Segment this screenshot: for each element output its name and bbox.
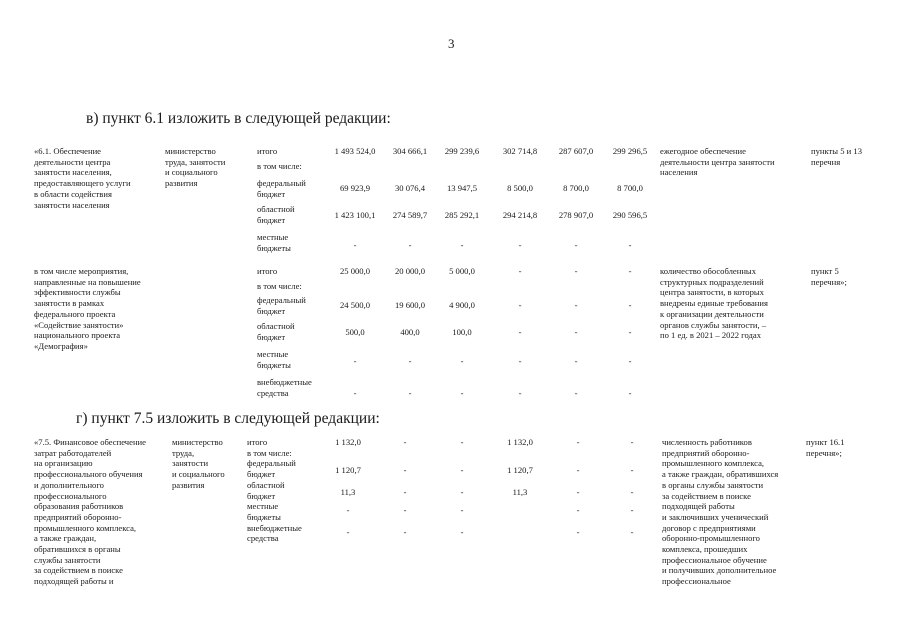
value-cell: 294 214,8 (502, 210, 538, 220)
row-7-5-reference: пункт 16.1 перечня»; (806, 437, 845, 458)
value-cell: - (403, 527, 407, 537)
row-7-5-name: «7.5. Финансовое обеспечение затрат работодателей на организацию профессионального обучения и дополнительного профессионального образования работников предприятий оборонно- промышленного комплекса, а также граждан, обратившихся в органы службы занятости за содействием в поиске подходящей работы и (34, 437, 146, 587)
row-7-5-executor: министерство труда, занятости и социального развития (172, 437, 225, 490)
row-6-1-sub-fund-vtom: в том числе: (257, 281, 302, 291)
value-cell: 8 700,0 (563, 183, 589, 193)
row-6-1-indicator: ежегодное обеспечение деятельности центра занятости населения (660, 146, 775, 178)
value-cell: - (574, 240, 578, 250)
value-cell: 299 296,5 (612, 146, 648, 156)
value-cell: 20 000,0 (394, 266, 426, 276)
value-cell: - (574, 356, 578, 366)
value-cell: - (628, 240, 632, 250)
row-6-1-sub-fund-obl: областной бюджет (257, 321, 295, 342)
value-cell: - (630, 487, 634, 497)
value-cell: 24 500,0 (339, 300, 371, 310)
value-cell: - (628, 388, 632, 398)
value-cell: - (628, 266, 632, 276)
row-6-1-fund-obl: областной бюджет (257, 204, 295, 225)
row-6-1-fund-itogo: итого (257, 146, 278, 156)
value-cell: 1 493 524,0 (334, 146, 376, 156)
value-cell: - (408, 240, 412, 250)
row-6-1-sub-fund-mest: местные бюджеты (257, 349, 291, 370)
value-cell: - (460, 356, 464, 366)
value-cell: - (576, 487, 580, 497)
value-cell: - (403, 437, 407, 447)
value-cell: - (630, 527, 634, 537)
value-cell: - (403, 505, 407, 515)
value-cell: - (576, 437, 580, 447)
value-cell: 100,0 (452, 327, 472, 337)
row-6-1-sub-indicator: количество обособленных структурных подразделений центра занятости, в которых внедрены единые требования к организации деятельности органов службы занятости, – по 1 ед. в 2021 – 2022 годах (660, 266, 768, 341)
value-cell: 278 907,0 (558, 210, 594, 220)
value-cell: - (628, 356, 632, 366)
value-cell: 1 120,7 (335, 465, 361, 475)
value-cell: - (518, 327, 522, 337)
row-7-5-funding: итого в том числе: федеральный бюджет областной бюджет местные бюджеты внебюджетные средства (247, 437, 302, 544)
section-g-heading: г) пункт 7.5 изложить в следующей редакции: (76, 410, 380, 427)
row-6-1-executor: министерство труда, занятости и социального развития (165, 146, 226, 189)
value-cell: 19 600,0 (394, 300, 426, 310)
value-cell: - (346, 527, 350, 537)
value-cell: - (403, 465, 407, 475)
value-cell: - (460, 527, 464, 537)
value-cell: - (518, 300, 522, 310)
value-cell: 1 120,7 (507, 465, 533, 475)
value-cell: - (460, 487, 464, 497)
value-cell: - (408, 356, 412, 366)
value-cell: - (518, 266, 522, 276)
value-cell: - (630, 437, 634, 447)
value-cell: - (460, 505, 464, 515)
value-cell: 285 292,1 (444, 210, 480, 220)
value-cell: - (574, 388, 578, 398)
value-cell: 500,0 (345, 327, 365, 337)
value-cell: - (460, 388, 464, 398)
value-cell: - (518, 356, 522, 366)
value-cell: 13 947,5 (446, 183, 478, 193)
value-cell: 69 923,9 (339, 183, 371, 193)
value-cell: 11,3 (340, 487, 356, 497)
value-cell: - (518, 388, 522, 398)
row-6-1-sub-fund-vneb: внебюджетные средства (257, 377, 312, 398)
row-6-1-name: «6.1. Обеспечение деятельности центра занятости населения, предоставляющего услуги в области содействия занятости населения (34, 146, 131, 210)
value-cell: 8 500,0 (507, 183, 533, 193)
value-cell: 299 239,6 (444, 146, 480, 156)
value-cell: 8 700,0 (617, 183, 643, 193)
value-cell: 400,0 (400, 327, 420, 337)
row-7-5-indicator: численность работников предприятий оборонно- промышленного комплекса, а также граждан, обратившихся в органы службы занятости за содействием в поиске подходящей работы и заключивших ученический договор с предприятиями оборонно-промышленного комплекса, прошедших профессиональное обучение и получивших дополнительное профессиональное (662, 437, 779, 587)
row-6-1-reference: пункты 5 и 13 перечня (811, 146, 863, 167)
value-cell: 30 076,4 (394, 183, 426, 193)
page-number: 3 (448, 36, 455, 51)
value-cell: - (628, 300, 632, 310)
value-cell: - (353, 356, 357, 366)
value-cell: 25 000,0 (339, 266, 371, 276)
value-cell: - (460, 465, 464, 475)
row-6-1-sub-fund-itogo: итого (257, 266, 278, 276)
value-cell: - (574, 327, 578, 337)
row-6-1-fund-fed: федеральный бюджет (257, 178, 306, 199)
value-cell: - (460, 240, 464, 250)
value-cell: 1 423 100,1 (334, 210, 376, 220)
row-6-1-fund-vtom: в том числе: (257, 161, 302, 171)
section-b-heading: в) пункт 6.1 изложить в следующей редакции: (86, 110, 391, 127)
value-cell: - (630, 465, 634, 475)
value-cell: 5 000,0 (449, 266, 475, 276)
value-cell: - (574, 300, 578, 310)
value-cell: - (574, 266, 578, 276)
value-cell: - (576, 465, 580, 475)
value-cell: 1 132,0 (507, 437, 533, 447)
value-cell: 11,3 (512, 487, 528, 497)
value-cell: 287 607,0 (558, 146, 594, 156)
value-cell: - (518, 240, 522, 250)
row-6-1-sub-fund-fed: федеральный бюджет (257, 295, 306, 316)
value-cell: 304 666,1 (392, 146, 428, 156)
value-cell: 274 589,7 (392, 210, 428, 220)
value-cell: - (353, 240, 357, 250)
row-6-1-fund-mest: местные бюджеты (257, 232, 291, 253)
value-cell: 4 900,0 (449, 300, 475, 310)
value-cell: 302 714,8 (502, 146, 538, 156)
value-cell: 1 132,0 (335, 437, 361, 447)
value-cell: - (576, 505, 580, 515)
row-6-1-sub-name: в том числе мероприятия, направленные на повышение эффективности службы занятости в рамках федерального проекта «Содействие занятости» национального проекта «Демография» (34, 266, 141, 351)
value-cell: - (408, 388, 412, 398)
value-cell: - (403, 487, 407, 497)
value-cell: - (346, 505, 350, 515)
value-cell: 290 596,5 (612, 210, 648, 220)
value-cell: - (460, 437, 464, 447)
value-cell: - (576, 527, 580, 537)
row-6-1-sub-reference: пункт 5 перечня»; (811, 266, 847, 287)
value-cell: - (353, 388, 357, 398)
value-cell: - (628, 327, 632, 337)
value-cell: - (630, 505, 634, 515)
